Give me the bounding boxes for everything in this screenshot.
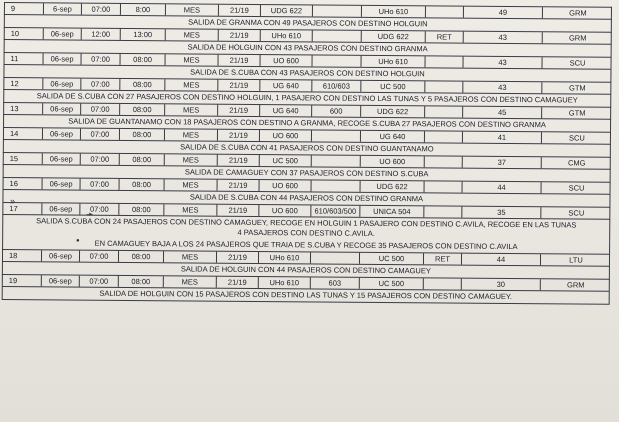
cell-dest: SCU bbox=[540, 207, 611, 219]
cell-arr: 08:00 bbox=[120, 54, 165, 65]
cell-aircraft: UO 600 bbox=[258, 205, 310, 216]
cell-date: 6-sep bbox=[43, 3, 81, 14]
cell-aircraft: UHo 610 bbox=[260, 30, 312, 41]
cell-aircraft: UG 640 bbox=[259, 80, 311, 91]
cell-aircraft: UG 640 bbox=[259, 105, 311, 116]
cell-dest: GRM bbox=[542, 32, 613, 44]
trip-description: SALIDA DE S.CUBA CON 27 PASAJEROS CON DESTINO HOLGUIN, 1 PASAJERO CON DESTINO LAS TUNAS Y 5 PASAJEROS CON DESTINO CAMAGUEY bbox=[3, 89, 611, 107]
cell-pax: 43 bbox=[462, 82, 541, 94]
cell-freq: MES bbox=[165, 54, 218, 65]
cell-period: 21/19 bbox=[216, 277, 258, 288]
cell-arr: 08:00 bbox=[118, 204, 163, 215]
cell-aircraft2: UC 500 bbox=[359, 253, 423, 265]
cell-dep: 07:00 bbox=[80, 104, 119, 115]
cell-pax: 44 bbox=[462, 182, 541, 194]
cell-reg3 bbox=[425, 56, 463, 67]
cell-reg3 bbox=[423, 206, 461, 217]
trip-description: SALIDA DE GRANMA CON 49 PASAJEROS CON DESTINO HOLGUIN bbox=[4, 14, 612, 32]
pen-mark: ➛ bbox=[86, 209, 94, 219]
cell-no: 18 bbox=[8, 251, 18, 261]
cell-freq: MES bbox=[164, 179, 217, 190]
cell-aircraft2: UC 500 bbox=[360, 81, 424, 93]
cell-freq: MES bbox=[163, 276, 216, 287]
cell-period: 21/19 bbox=[217, 105, 259, 116]
cell-period: 21/19 bbox=[216, 205, 258, 216]
pen-dot: ● bbox=[76, 238, 80, 244]
cell-period: 21/19 bbox=[217, 180, 259, 191]
cell-aircraft2: UHo 610 bbox=[361, 56, 425, 68]
trip-description: SALIDA DE S.CUBA CON 43 PASAJEROS CON DESTINO HOLGUIN bbox=[3, 64, 611, 82]
cell-aircraft2: UDG 622 bbox=[360, 106, 424, 118]
cell-reg2: 610/603/500 bbox=[310, 205, 359, 216]
cell-aircraft: UO 600 bbox=[259, 130, 311, 141]
cell-period: 21/19 bbox=[218, 5, 260, 16]
cell-arr: 13:00 bbox=[120, 29, 165, 40]
cell-reg2 bbox=[312, 5, 361, 16]
cell-dest: SCU bbox=[541, 132, 612, 144]
trip-description: SALIDA S.CUBA CON 24 PASAJEROS CON DESTINO CAMAGUEY, RECOGE EN HOLGUIN 1 PASAJERO CON DESTINO C.AVILA, RECOGE EN LAS TUNAS 4 PASAJEROS CON DESTINO C.AVILA. bbox=[2, 214, 610, 242]
cell-no: 11 bbox=[10, 54, 19, 64]
cell-reg2 bbox=[311, 180, 360, 191]
cell-aircraft: UHo 610 bbox=[258, 277, 310, 288]
cell-arr: 08:00 bbox=[119, 179, 164, 190]
cell-date: 06-sep bbox=[42, 178, 80, 189]
cell-period: 21/19 bbox=[217, 130, 259, 141]
cell-freq: MES bbox=[164, 129, 217, 140]
cell-freq: MES bbox=[165, 4, 218, 15]
trip-description: SALIDA DE HOLGUIN CON 15 PASAJEROS CON DESTINO LAS TUNAS Y 15 PASAJEROS CON DESTINO CAMAGUEY. bbox=[2, 286, 610, 305]
cell-period: 21/19 bbox=[218, 30, 260, 41]
cell-pax: 41 bbox=[462, 132, 541, 144]
cell-dest: GTM bbox=[541, 107, 612, 119]
cell-arr: 08:00 bbox=[119, 104, 164, 115]
cell-no: 15 bbox=[9, 154, 19, 164]
cell-reg2 bbox=[312, 30, 361, 41]
cell-date: 06-sep bbox=[41, 203, 79, 214]
cell-arr: 8:00 bbox=[120, 4, 165, 15]
trip-description: SALIDA DE GUANTANAMO CON 18 PASAJEROS CON DESTINO A GRANMA, RECOGE S.CUBA 27 PASAJEROS CON DESTINO GRANMA bbox=[3, 114, 611, 132]
cell-reg3 bbox=[424, 181, 462, 192]
cell-aircraft2: UO 600 bbox=[360, 156, 424, 168]
cell-pax: 37 bbox=[462, 157, 541, 169]
trip-description: EN CAMAGUEY BAJA A LOS 24 PASAJEROS QUE TRAIA DE S.CUBA Y RECOGE 35 PASAJEROS CON DESTINO C.AVILA bbox=[2, 237, 610, 254]
cell-pax: 44 bbox=[461, 254, 540, 266]
cell-arr: 08:00 bbox=[118, 251, 163, 262]
cell-dest: LTU bbox=[540, 254, 611, 266]
cell-aircraft2: UHo 610 bbox=[361, 6, 425, 18]
cell-arr: 08:00 bbox=[118, 276, 163, 287]
cell-no: 9 bbox=[10, 4, 16, 14]
cell-reg2: 600 bbox=[311, 105, 360, 116]
cell-dep: 07:00 bbox=[79, 276, 118, 287]
cell-no: 19 bbox=[8, 276, 18, 286]
pen-mark: » bbox=[10, 196, 16, 206]
cell-aircraft: UO 600 bbox=[260, 55, 312, 66]
cell-date: 06-sep bbox=[43, 53, 81, 64]
cell-aircraft2: UNICA 504 bbox=[359, 206, 423, 218]
cell-date: 06-sep bbox=[41, 275, 79, 286]
cell-reg2 bbox=[311, 130, 360, 141]
cell-date: 06-sep bbox=[41, 250, 79, 261]
cell-dep: 07:00 bbox=[80, 154, 119, 165]
cell-pax: 35 bbox=[461, 207, 540, 219]
cell-arr: 08:00 bbox=[119, 129, 164, 140]
cell-period: 21/19 bbox=[218, 55, 260, 66]
cell-reg3 bbox=[424, 156, 462, 167]
cell-pax: 43 bbox=[462, 57, 541, 69]
cell-reg2 bbox=[312, 55, 361, 66]
cell-no: 14 bbox=[9, 129, 19, 139]
cell-freq: MES bbox=[163, 251, 216, 262]
cell-period: 21/19 bbox=[217, 155, 259, 166]
cell-reg3 bbox=[424, 81, 462, 92]
cell-reg2: 603 bbox=[310, 277, 359, 288]
cell-arr: 08:00 bbox=[119, 154, 164, 165]
cell-period: 21/19 bbox=[216, 252, 258, 263]
cell-reg3: RET bbox=[423, 253, 461, 264]
cell-reg3 bbox=[423, 278, 461, 289]
cell-no: 10 bbox=[10, 29, 20, 39]
cell-date: 06-sep bbox=[42, 128, 80, 139]
cell-aircraft2: UDG 622 bbox=[361, 31, 425, 43]
cell-dep: 07:00 bbox=[80, 79, 119, 90]
cell-reg2 bbox=[311, 155, 360, 166]
cell-dep: 07:00 bbox=[80, 129, 119, 140]
cell-reg2: 610/603 bbox=[311, 80, 360, 91]
trip-description: SALIDA DE S.CUBA CON 44 PASAJEROS CON DESTINO GRANMA bbox=[2, 189, 610, 207]
cell-date: 06-sep bbox=[42, 78, 80, 89]
cell-reg3 bbox=[424, 131, 462, 142]
cell-freq: MES bbox=[163, 204, 216, 215]
cell-no: 13 bbox=[10, 104, 19, 114]
cell-period: 21/19 bbox=[217, 80, 259, 91]
cell-dest: GRM bbox=[542, 7, 613, 19]
trip-description: SALIDA DE HOLGUIN CON 43 PASAJEROS CON DESTINO GRANMA bbox=[4, 39, 612, 57]
cell-reg3 bbox=[425, 6, 463, 17]
cell-pax: 45 bbox=[462, 107, 541, 119]
cell-pax: 43 bbox=[463, 32, 542, 44]
cell-date: 06-sep bbox=[43, 28, 81, 39]
cell-pax: 49 bbox=[463, 7, 542, 19]
cell-freq: MES bbox=[164, 154, 217, 165]
cell-aircraft: UC 500 bbox=[259, 155, 311, 166]
cell-pax: 30 bbox=[461, 279, 540, 291]
cell-dest: SCU bbox=[541, 57, 612, 69]
cell-aircraft2: UC 500 bbox=[359, 278, 423, 290]
cell-dep: 07:00 bbox=[80, 179, 119, 190]
trip-description: SALIDA DE HOLGUIN CON 44 PASAJEROS CON DESTINO CAMAGUEY bbox=[2, 261, 610, 279]
cell-dest: CMG bbox=[541, 157, 612, 169]
cell-dep: 07:00 bbox=[79, 204, 118, 215]
cell-no: 16 bbox=[9, 179, 18, 189]
cell-dest: GTM bbox=[541, 82, 612, 94]
cell-date: 06-sep bbox=[42, 153, 80, 164]
cell-dest: GRM bbox=[540, 279, 611, 291]
cell-no: 17 bbox=[9, 204, 18, 214]
cell-date: 06-sep bbox=[42, 103, 80, 114]
cell-freq: MES bbox=[165, 29, 218, 40]
cell-freq: MES bbox=[164, 104, 217, 115]
cell-aircraft: UO 600 bbox=[259, 180, 311, 191]
trip-description: SALIDA DE S.CUBA CON 41 PASAJEROS CON DESTINO GUANTANAMO bbox=[3, 139, 611, 157]
trip-description: SALIDA DE CAMAGUEY CON 37 PASAJEROS CON DESTINO S.CUBA bbox=[3, 164, 611, 182]
cell-aircraft2: UG 640 bbox=[360, 131, 424, 143]
cell-reg3 bbox=[424, 106, 462, 117]
cell-dep: 07:00 bbox=[79, 251, 118, 262]
cell-reg2 bbox=[310, 252, 359, 263]
cell-no: 12 bbox=[10, 79, 19, 89]
cell-dest: SCU bbox=[541, 182, 612, 194]
cell-reg3: RET bbox=[425, 31, 463, 42]
cell-dep: 07:00 bbox=[81, 4, 120, 15]
cell-arr: 08:00 bbox=[119, 79, 164, 90]
cell-aircraft: UHo 610 bbox=[258, 252, 310, 263]
cell-dep: 07:00 bbox=[81, 54, 120, 65]
cell-aircraft: UDG 622 bbox=[260, 5, 312, 16]
cell-freq: MES bbox=[164, 79, 217, 90]
trip-table bbox=[2, 2, 612, 305]
cell-aircraft2: UDG 622 bbox=[360, 181, 424, 193]
cell-dep: 12:00 bbox=[81, 29, 120, 40]
